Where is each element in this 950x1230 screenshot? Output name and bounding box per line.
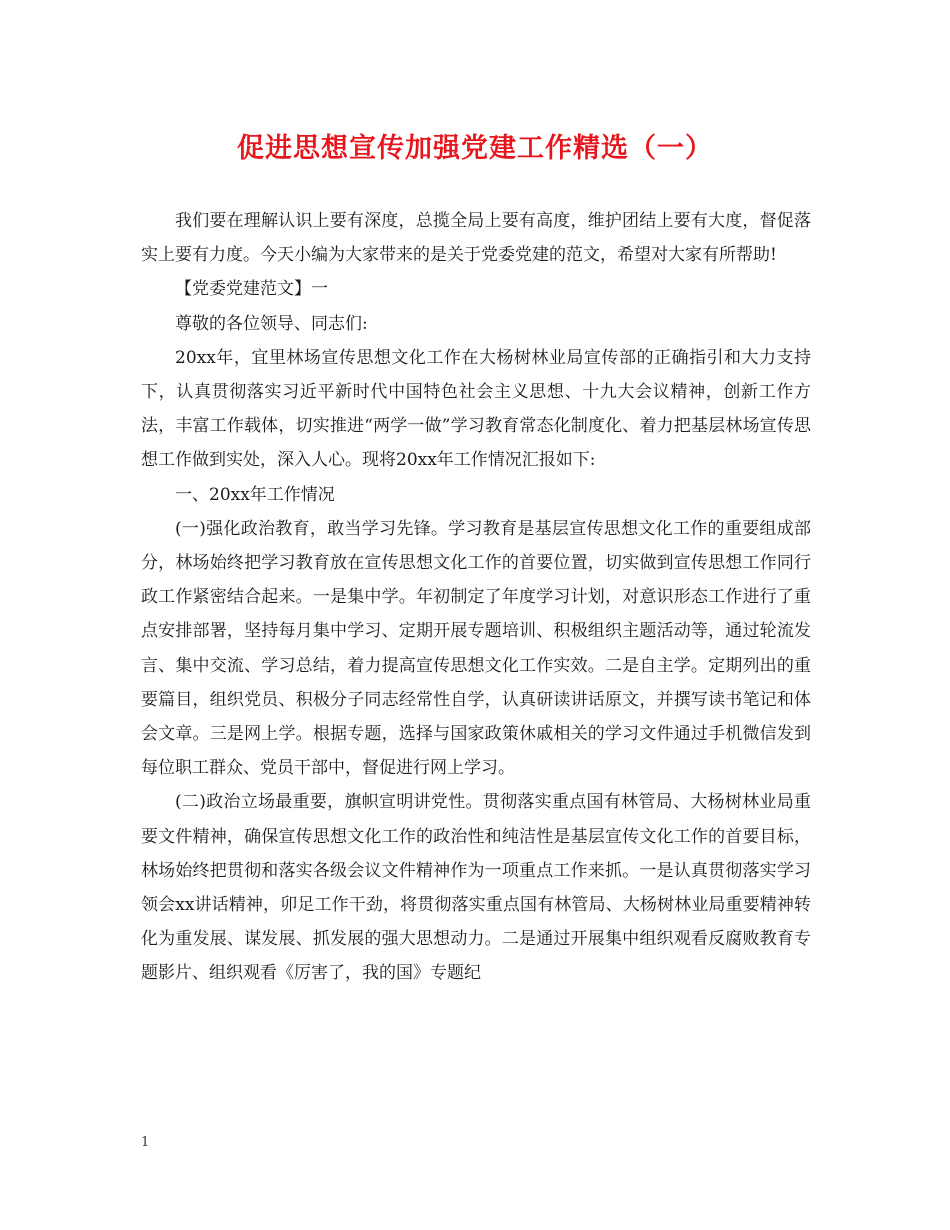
body-paragraph: 20xx年，宜里林场宣传思想文化工作在大杨树林业局宣传部的正确指引和大力支持下，认真贯彻落实习近平新时代中国特色社会主义思想、十九大会议精神，创新工作方法，丰富工作载体，切实推进“两学一做”学习教育常态化制度化、着力把基层林场宣传思想工作做到实处，深入人心。现将20xx年工作情况汇报如下:	[141, 347, 811, 471]
subsection-heading: 一、20xx年工作情况	[175, 484, 335, 505]
page-number: 1	[141, 1135, 150, 1150]
section-heading: 【党委党建范文】一	[175, 279, 328, 300]
body-paragraph: (二)政治立场最重要，旗帜宣明讲党性。贯彻落实重点国有林管局、大杨树林业局重要文件精神，确保宣传思想文化工作的政治性和纯洁性是基层宣传文化工作的首要目标，林场始终把贯彻和落实各级会议文件精神作为一项重点工作来抓。一是认真贯彻落实学习领会xx讲话精神，卯足工作干劲，将贯彻落实重点国有林管局、大杨树林业局重要精神转化为重发展、谋发展、抓发展的强大思想动力。二是通过开展集中组织观看反腐败教育专题影片、组织观看《厉害了，我的国》专题纪	[141, 792, 811, 984]
salutation: 尊敬的各位领导、同志们:	[175, 313, 368, 334]
body-paragraph: (一)强化政治教育，敢当学习先锋。学习教育是基层宣传思想文化工作的重要组成部分，林场始终把学习教育放在宣传思想文化工作的首要位置，切实做到宣传思想工作同行政工作紧密结合起来。一是集中学。年初制定了年度学习计划，对意识形态工作进行了重点安排部署，坚持每月集中学习、定期开展专题培训、积极组织主题活动等，通过轮流发言、集中交流、学习总结，着力提高宣传思想文化工作实效。二是自主学。定期列出的重要篇目，组织党员、积极分子同志经常性自学，认真研读讲话原文，并撰写读书笔记和体会文章。三是网上学。根据专题，选择与国家政策休戚相关的学习文件通过手机微信发到每位职工群众、党员干部中，督促进行网上学习。	[141, 518, 811, 779]
document-body	[141, 204, 811, 991]
intro-paragraph: 我们要在理解认识上要有深度，总揽全局上要有高度，维护团结上要有大度，督促落实上要有力度。今天小编为大家带来的是关于党委党建的范文，希望对大家有所帮助!	[141, 211, 811, 266]
page-title: 促进思想宣传加强党建工作精选（一）	[237, 133, 713, 164]
